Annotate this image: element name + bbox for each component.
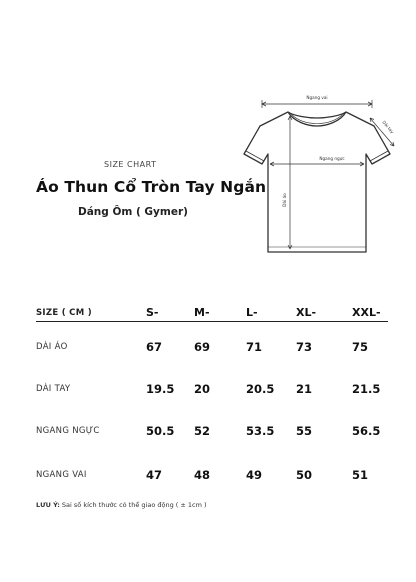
table-cell: 56.5	[352, 424, 381, 438]
tshirt-outline	[244, 112, 390, 252]
note-prefix: LƯU Ý:	[36, 501, 60, 509]
size-header-cell: M-	[194, 306, 210, 319]
product-title: Áo Thun Cổ Tròn Tay Ngắn	[36, 178, 267, 196]
measurement-label: NGANG NGỰC	[36, 426, 100, 436]
shoulder-measure-label: Ngang vai	[306, 95, 328, 100]
size-header-cell: XXL-	[352, 306, 381, 319]
table-cell: 52	[194, 424, 211, 438]
length-measure-label: Dài áo	[282, 193, 287, 207]
size-header-cell: L-	[246, 306, 258, 319]
tshirt-diagram	[228, 82, 406, 260]
measurement-label: DÀI TAY	[36, 384, 71, 394]
table-cell: 55	[296, 424, 313, 438]
table-cell: 51	[352, 468, 369, 482]
table-cell: 48	[194, 468, 211, 482]
size-chart-label: SIZE CHART	[104, 160, 157, 169]
sleeve-measure-label: Dài tay	[381, 119, 395, 135]
table-cell: 20.5	[246, 382, 275, 396]
tshirt-collar	[288, 112, 346, 126]
table-cell: 75	[352, 340, 369, 354]
size-unit-label: SIZE ( CM )	[36, 308, 92, 318]
table-cell: 50.5	[146, 424, 175, 438]
chest-measure-label: Ngang ngực	[319, 156, 345, 161]
table-cell: 19.5	[146, 382, 175, 396]
table-cell: 47	[146, 468, 163, 482]
table-cell: 21.5	[352, 382, 381, 396]
table-cell: 21	[296, 382, 313, 396]
table-header-row	[0, 306, 416, 326]
note-text: Sai số kích thước có thể giao động ( ± 1cm )	[59, 501, 207, 509]
product-subtitle: Dáng Ôm ( Gymer)	[78, 206, 188, 218]
size-header-cell: S-	[146, 306, 159, 319]
measurement-label: DÀI ÁO	[36, 342, 68, 352]
table-cell: 67	[146, 340, 163, 354]
table-row	[0, 382, 416, 402]
table-cell: 69	[194, 340, 211, 354]
table-cell: 49	[246, 468, 263, 482]
measurement-label: NGANG VAI	[36, 470, 87, 480]
table-row	[0, 340, 416, 360]
table-row	[0, 424, 416, 444]
table-row	[0, 468, 416, 488]
table-cell: 71	[246, 340, 263, 354]
table-cell: 53.5	[246, 424, 275, 438]
size-header-cell: XL-	[296, 306, 317, 319]
table-cell: 50	[296, 468, 313, 482]
tolerance-note	[36, 501, 207, 509]
table-cell: 20	[194, 382, 211, 396]
table-cell: 73	[296, 340, 313, 354]
header-divider	[36, 321, 388, 322]
